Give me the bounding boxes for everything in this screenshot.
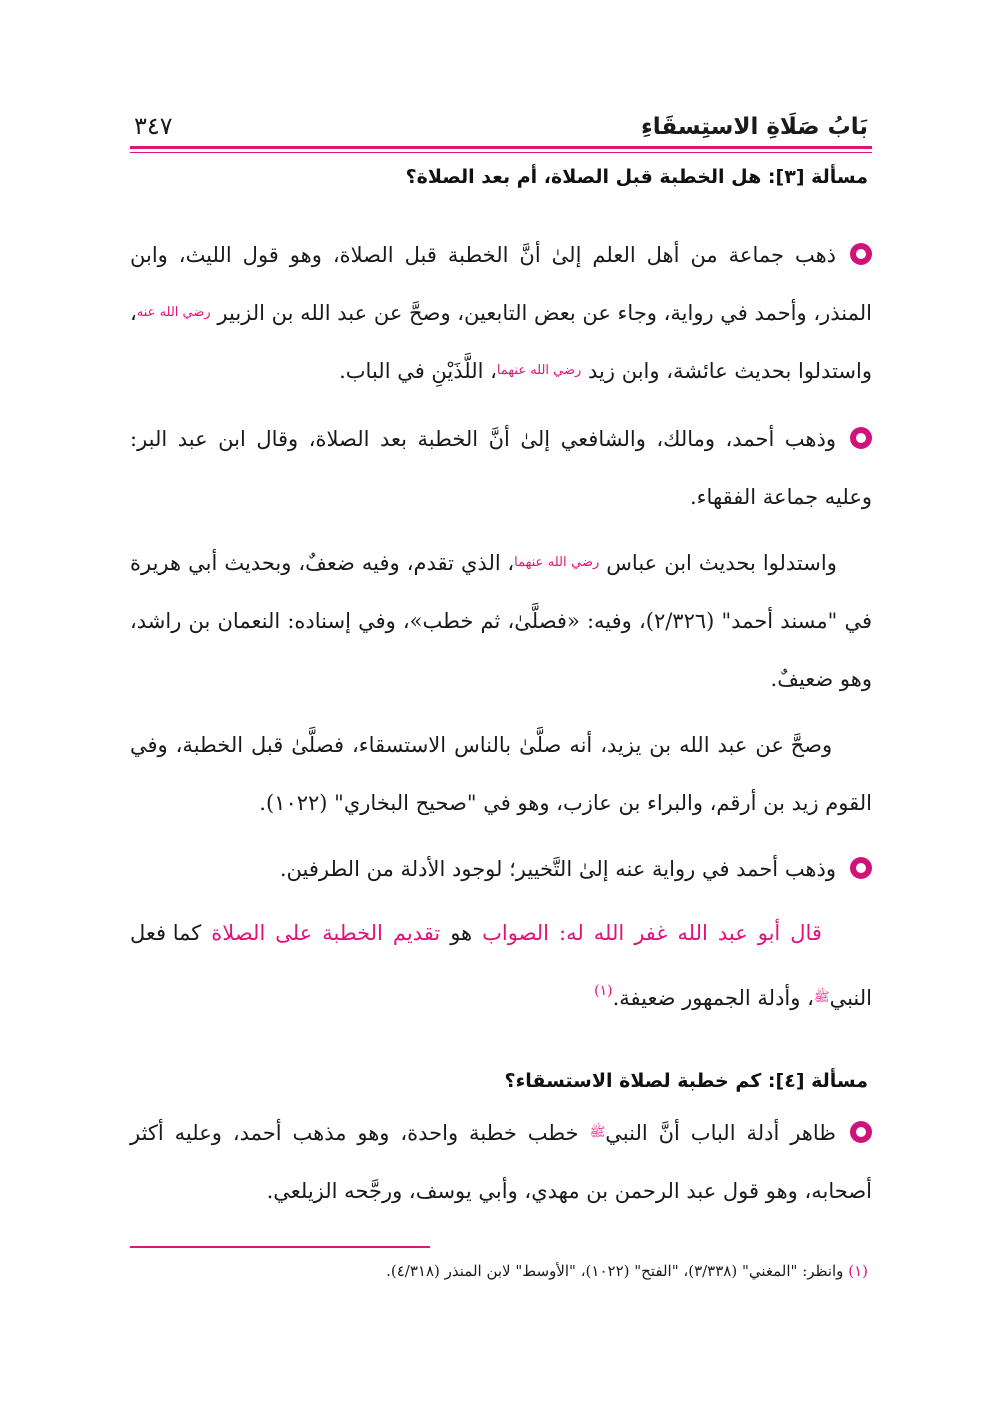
paragraph-7 (130, 1104, 872, 1220)
header-rule-thin (130, 152, 872, 153)
paragraph-4 (130, 716, 872, 832)
page-number: ٣٤٧ (134, 112, 173, 140)
author-name: قال أبو عبد الله غفر الله له: (559, 921, 822, 945)
paragraph-text: خطب خطبة واحدة، وهو مذهب أحمد، وعليه أكثر أصحابه، وهو قول عبد الرحمن بن مهدي، وأبي يوسف، ورجَّحه الزيلعي. (130, 1121, 872, 1203)
footnote-ref[interactable]: (١) (594, 983, 613, 999)
flower-bullet-icon (850, 243, 872, 265)
honorific: رضي الله عنهما (496, 363, 582, 378)
flower-bullet-icon (850, 857, 872, 879)
paragraph-text: ، اللَّذَيْنِ في الباب. (339, 359, 497, 383)
footnote (130, 1262, 868, 1280)
honorific: رضي الله عنه (136, 305, 211, 320)
paragraph-text: وذهب أحمد، ومالك، والشافعي إلىٰ أنَّ الخطبة بعد الصلاة، وقال ابن عبد البر: وعليه جماعة الفقهاء. (130, 427, 872, 509)
paragraph-3 (130, 534, 872, 708)
verdict-word: الصواب (482, 921, 550, 945)
paragraph-text: ، واستدلوا بحديث عائشة، وابن زيد (130, 301, 872, 383)
honorific: ﷺ (813, 990, 830, 1005)
paragraph-text: وذهب أحمد في رواية عنه إلىٰ التَّخيير؛ لوجود الأدلة من الطرفين. (279, 857, 836, 881)
running-header (130, 100, 872, 150)
paragraph-text: كما فعل النبي (130, 921, 872, 1010)
footnote-text: وانظر: "المغني" (٣/٣٣٨)، "الفتح" (١٠٢٢)، "الأوسط" لابن المنذر (٤/٣١٨). (386, 1262, 844, 1280)
question-heading-3: مسألة [٣]: هل الخطبة قبل الصلاة، أم بعد الصلاة؟ (405, 166, 868, 188)
paragraph-text: وصحَّ عن عبد الله بن يزيد، أنه صلَّىٰ بالناس الاستسقاء، فصلَّىٰ قبل الخطبة، وفي القوم زيد بن أرقم، والبراء بن عازب، وهو في "صحيح البخاري" (١٠٢٢). (130, 733, 872, 815)
paragraph-text: هو (450, 921, 473, 945)
book-page (130, 100, 872, 1360)
verdict-phrase: تقديم الخطبة على الصلاة (211, 921, 441, 945)
paragraph-text: ، وأدلة الجمهور ضعيفة. (612, 986, 814, 1010)
paragraph-text: ذهب جماعة من أهل العلم إلىٰ أنَّ الخطبة قبل الصلاة، وهو قول الليث، وابن المنذر، وأحمد في رواية، وجاء عن بعض التابعين، وصحَّ عن عبد الله بن الزبير (130, 243, 872, 325)
honorific: ﷺ (589, 1125, 606, 1140)
question-heading-4: مسألة [٤]: كم خطبة لصلاة الاستسقاء؟ (504, 1070, 868, 1092)
paragraph-1 (130, 226, 872, 400)
paragraph-5 (130, 840, 872, 898)
flower-bullet-icon (850, 427, 872, 449)
honorific: رضي الله عنهما (514, 555, 600, 570)
footnote-marker: (١) (848, 1262, 868, 1280)
paragraph-text: ، الذي تقدم، وفيه ضعفٌ، وبحديث أبي هريرة في "مسند أحمد" (٢/٣٢٦)، وفيه: «فصلَّىٰ، ثم خطب»، وفي إسناده: النعمان بن راشد، وهو ضعيفٌ. (130, 551, 872, 691)
header-rule (130, 146, 872, 149)
paragraph-text: ظاهر أدلة الباب أنَّ النبي (605, 1121, 836, 1145)
footnote-rule (130, 1246, 430, 1248)
chapter-title: بَابُ صَلَاةِ الاستِسقَاءِ (640, 114, 868, 140)
paragraph-2 (130, 410, 872, 526)
flower-bullet-icon (850, 1121, 872, 1143)
paragraph-text: واستدلوا بحديث ابن عباس (606, 551, 837, 575)
author-opinion (130, 904, 872, 1027)
